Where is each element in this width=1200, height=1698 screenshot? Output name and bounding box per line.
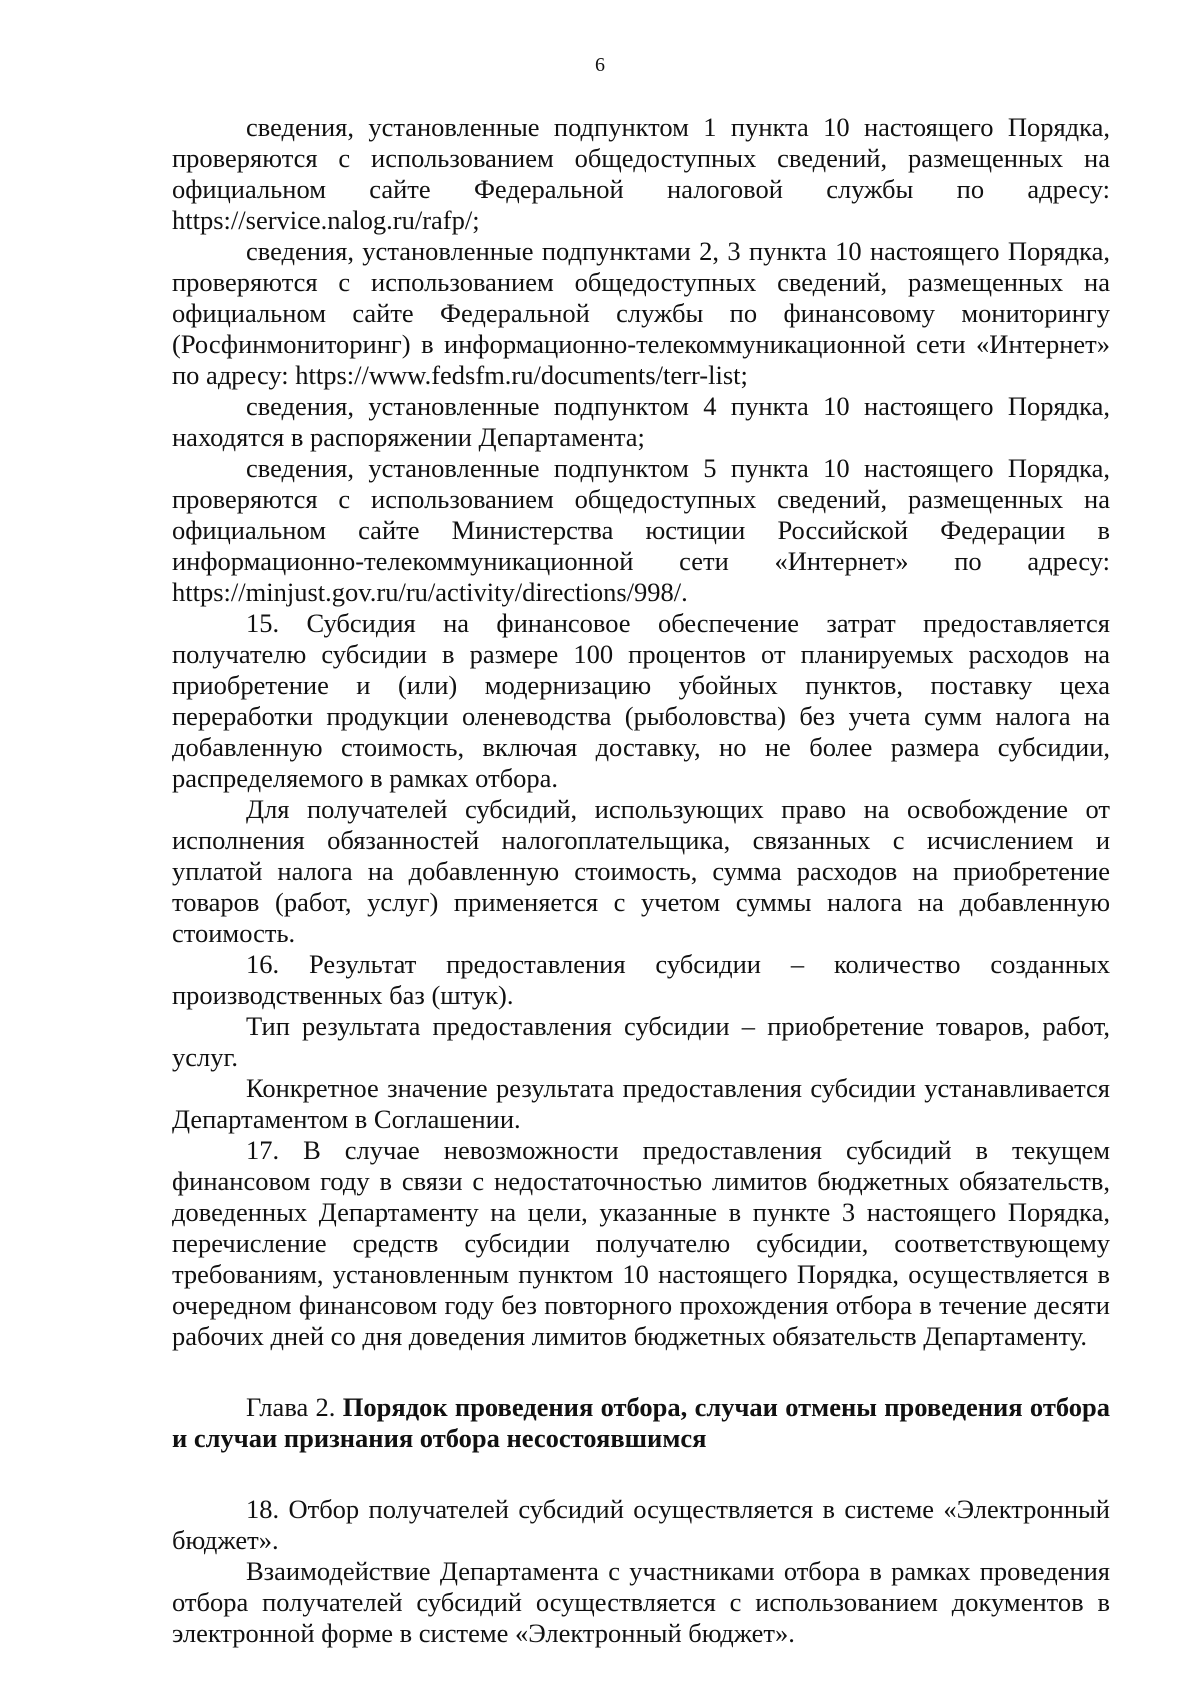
page-number: 6 (595, 54, 605, 76)
paragraph: 15. Субсидия на финансовое обеспечение затрат предоставляется получателю субсидии в размере 100 процентов от планируемых расходов на приобретение и (или) модернизацию убойных пунктов, поставку цеха переработки продукции оленеводства (рыболовства) без учета сумм налога на добавленную стоимость, включая доставку, но не более размера субсидии, распределяемого в рамках отбора. (172, 608, 1110, 793)
paragraph: 16. Результат предоставления субсидии – количество созданных производственных баз (штук). (172, 949, 1110, 1010)
paragraph: Взаимодействие Департамента с участниками отбора в рамках проведения отбора получателей субсидий осуществляется с использованием документов в электронной форме в системе «Электронный бюджет». (172, 1556, 1110, 1648)
paragraph: Конкретное значение результата предоставления субсидии устанавливается Департаментом в Соглашении. (172, 1073, 1110, 1134)
paragraph: 17. В случае невозможности предоставления субсидий в текущем финансовом году в связи с недостаточностью лимитов бюджетных обязательств, доведенных Департаменту на цели, указанные в пункте 3 настоящего Порядка, перечисление средств субсидии получателю субсидии, соответствующему требованиям, установленным пунктом 10 настоящего Порядка, осуществляется в очередном финансовом году без повторного прохождения отбора в течение десяти рабочих дней со дня доведения лимитов бюджетных обязательств Департаменту. (172, 1135, 1110, 1351)
paragraph: сведения, установленные подпунктами 2, 3 пункта 10 настоящего Порядка, проверяются с использованием общедоступных сведений, размещенных на официальном сайте Федеральной службы по финансовому мониторингу (Росфинмониторинг) в информационно-телекоммуникационной сети «Интернет» по адресу: https://www.fedsfm.ru/documents/terr-list; (172, 236, 1110, 390)
chapter-prefix: Глава 2. (246, 1392, 343, 1422)
chapter-heading (172, 1392, 1110, 1454)
paragraph: сведения, установленные подпунктом 1 пункта 10 настоящего Порядка, проверяются с использованием общедоступных сведений, размещенных на официальном сайте Федеральной налоговой службы по адресу: https://service.nalog.ru/rafp/; (172, 112, 1110, 235)
paragraph: Для получателей субсидий, использующих право на освобождение от исполнения обязанностей налогоплательщика, связанных с исчислением и уплатой налога на добавленную стоимость, сумма расходов на приобретение товаров (работ, услуг) применяется с учетом суммы налога на добавленную стоимость. (172, 794, 1110, 948)
paragraph: Тип результата предоставления субсидии – приобретение товаров, работ, услуг. (172, 1011, 1110, 1072)
paragraph: 18. Отбор получателей субсидий осуществляется в системе «Электронный бюджет». (172, 1494, 1110, 1555)
document-body (172, 112, 1110, 1649)
chapter-title: Порядок проведения отбора, случаи отмены проведения отбора и случаи признания отбора несостоявшимся (172, 1392, 1110, 1453)
paragraph: сведения, установленные подпунктом 5 пункта 10 настоящего Порядка, проверяются с использованием общедоступных сведений, размещенных на официальном сайте Министерства юстиции Российской Федерации в информационно-телекоммуникационной сети «Интернет» по адресу: https://minjust.gov.ru/ru/activity/directions/998/. (172, 453, 1110, 607)
paragraph: сведения, установленные подпунктом 4 пункта 10 настоящего Порядка, находятся в распоряжении Департамента; (172, 391, 1110, 452)
